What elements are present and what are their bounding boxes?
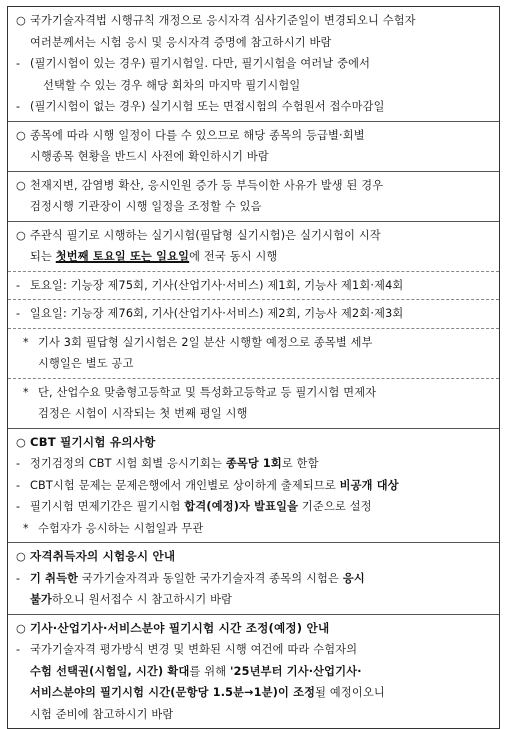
emphasis-text: 서비스분야의 필기시험 시간(문항당 1.5분→1분)이 조정 [30,686,316,699]
dash-bullet-icon: - [16,307,21,320]
star-note-icon: * [23,385,29,399]
dash-bullet-icon: - [16,643,21,656]
circle-bullet-icon: ○ [16,435,26,449]
emphasis-text: '25년부터 기사·산업기사· [230,664,362,678]
circle-bullet-icon: ○ [16,550,26,563]
emphasis-text: 응시 [342,571,365,585]
notice-subitem: 국가기술자격 평가방식 변경 및 변화된 시행 여건에 따라 수험자의 [30,643,358,656]
notice-row-schedule-adjust [8,171,499,221]
circle-bullet-icon: ○ [16,621,26,635]
notice-row-exam-time [8,614,499,729]
notice-text: 검정시행 기관장이 시행 일정을 조정할 수 있음 [30,200,262,213]
notice-row-certificate-holder [8,542,499,614]
notice-row-practical-dates [8,271,499,300]
notice-text: 종목에 따라 시행 일정이 다를 수 있으므로 해당 종목의 등급별·회별 [30,128,365,142]
notice-subitem: 선택할 수 있는 경우 해당 회차의 마지막 필기시험일 [43,78,301,92]
notice-row-practical-dates [8,299,499,328]
notice-subitem: 필기시험 면제기간은 필기시험 [30,500,185,513]
notice-note: 시행일은 별도 공고 [38,357,134,370]
notice-text: 여러분께서는 시험 응시 및 응시자격 증명에 참고하시기 바람 [30,35,332,49]
dash-bullet-icon: - [16,571,21,585]
section-heading: CBT 필기시험 유의사항 [30,434,156,449]
notice-subitem: 일요일: 기능장 제76회, 기사(산업기사·서비스) 제2회, 기능사 제2회·제3회 [30,307,404,320]
dash-bullet-icon: - [16,278,21,292]
emphasis-text: 종목당 1회 [225,457,282,470]
star-note-icon: * [23,335,29,349]
notice-subitem: (필기시험이 있는 경우) 필기시험일. 다만, 필기시험을 여러날 중에서 [30,57,371,70]
notice-subitem: 기준으로 설정 [298,500,372,513]
section-heading: 자격취득자의 시험응시 안내 [30,549,176,563]
dash-bullet-icon: - [16,457,21,470]
dash-bullet-icon: - [16,100,21,113]
notice-subitem: (필기시험이 없는 경우) 실기시험 또는 면접시험의 수험원서 접수마감일 [30,100,385,113]
emphasis-text: 불가 [30,593,53,606]
dash-bullet-icon: - [16,57,21,70]
section-heading: 기사·산업기사·서비스분야 필기시험 시간 조정(예정) 안내 [30,620,330,635]
notice-note: 검정은 시험이 시작되는 첫 번째 평일 시행 [38,407,248,420]
notice-row-practical-exam [8,221,499,271]
notice-subitem: 토요일: 기능장 제75회, 기사(산업기사·서비스) 제1회, 기능사 제1회·제4회 [30,278,404,292]
notice-text: 국가기술자격법 시행규칙 개정으로 응시자격 심사기준일이 변경되오니 수험자 [30,14,416,27]
notice-table [7,6,500,729]
notice-note: 기사 3회 필답형 실기시험은 2일 분산 시행할 예정으로 종목별 세부 [38,335,373,349]
notice-text: 에 전국 동시 시행 [189,250,278,263]
notice-row-practical-note [8,378,499,428]
circle-bullet-icon: ○ [16,228,26,242]
notice-text: 천재지변, 감염병 확산, 응시인원 증가 등 부득이한 사유가 발생 된 경우 [30,178,384,192]
notice-note: 수험자가 응시하는 시험일과 무관 [38,521,204,535]
notice-subitem: CBT시험 문제는 문제은행에서 개인별로 상이하게 출제되므로 [30,478,340,492]
circle-bullet-icon: ○ [16,178,26,192]
emphasis-text: 수험 선택권(시험일, 시간) 확대 [30,664,190,678]
star-note-icon: * [23,521,29,535]
emphasis-text: 기 취득한 [30,571,79,585]
notice-subitem: 하오니 원서접수 시 참고하시기 바람 [52,593,233,606]
notice-row-practical-note [8,328,499,378]
notice-row-schedule-check [8,121,499,171]
notice-row-eligibility-date [8,7,499,121]
emphasis-text: 합격(예정)자 발표일을 [184,500,299,513]
notice-subitem: 정기검정의 CBT 시험 회별 응시기회는 [30,457,226,470]
notice-row-cbt [8,428,499,543]
dash-bullet-icon: - [16,478,21,492]
notice-subitem: 될 예정이오니 [315,686,385,699]
dash-bullet-icon: - [16,500,21,513]
notice-subitem: 국가기술자격과 동일한 국가기술자격 종목의 시험은 [78,571,343,585]
emphasis-text: 첫번째 토요일 또는 일요일 [55,250,190,263]
notice-subitem: 를 위해 [189,664,230,678]
notice-text: 시행종목 현황을 반드시 사전에 확인하시기 바람 [30,150,269,163]
circle-bullet-icon: ○ [16,14,26,27]
emphasis-text: 비공개 대상 [339,478,399,492]
notice-note: 단, 산업수요 맞춤형고등학교 및 특성화고등학교 등 필기시험 면제자 [38,385,377,399]
notice-subitem: 로 한함 [281,457,319,470]
notice-subitem: 시험 준비에 참고하시기 바람 [30,707,174,721]
circle-bullet-icon: ○ [16,128,26,142]
notice-text: 되는 [30,250,56,263]
notice-text: 주관식 필기로 시행하는 실기시험(필답형 실기시험)은 실기시험이 시작 [30,228,381,242]
